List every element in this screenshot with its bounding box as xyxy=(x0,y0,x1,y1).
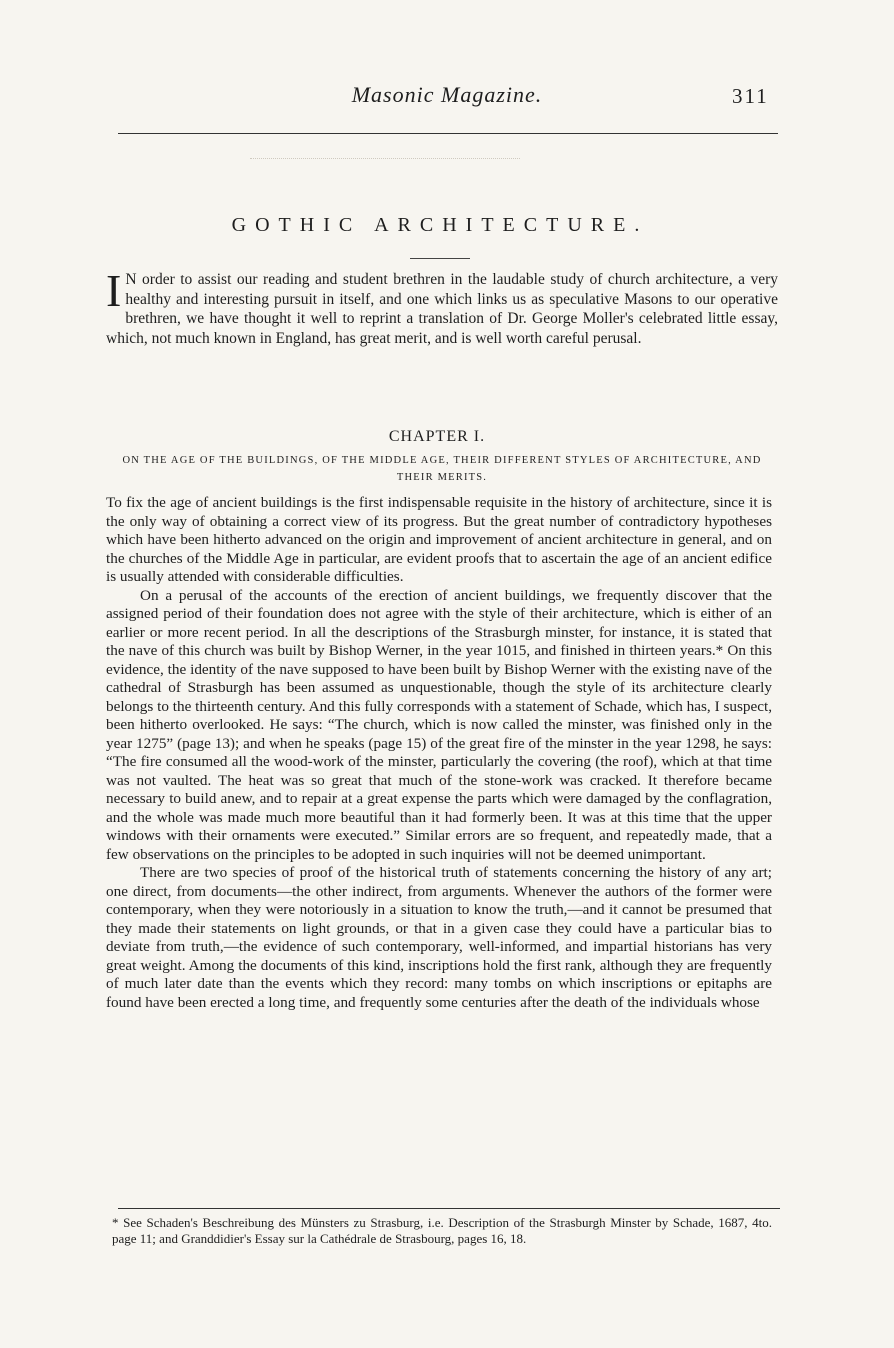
body-paragraph-3: There are two species of proof of the historical truth of statements concerning the history of any art; one direct, from documents—the other indirect, from arguments. Whenever the authors of the former were contemporary, when they were notoriously in a situation to know the truth,—and it cannot be presumed that they made their statements on light grounds, or that in a given case they could have a particular bias to deviate from truth,—the evidence of such contemporary, well-informed, and impartial historians has very great weight. Among the documents of this kind, inscriptions hold the first rank, although they are frequently of much later date than the events which they record: many tombs on which inscriptions or epitaphs are found have been erected a long time, and frequently some centuries after the death of the individuals whose xyxy=(106,864,772,1011)
chapter-subtitle: ON THE AGE OF THE BUILDINGS, OF THE MIDDLE AGE, THEIR DIFFERENT STYLES OF ARCHITECTURE, AND THEIR MERITS. xyxy=(122,455,762,483)
body-paragraph-1: To fix the age of ancient buildings is the first indispensable requisite in the history of architecture, since it is the only way of obtaining a correct view of its progress. But the great number of contradictory hypotheses which have been hitherto advanced on the origin and improvement of ancient architecture in general, and on the churches of the Middle Age in particular, are evident proofs that to ascertain the age of an ancient edifice is usually attended with considerable difficulties. xyxy=(106,494,772,585)
intro-text: N order to assist our reading and student brethren in the laudable study of church architecture, a very healthy and interesting pursuit in itself, and one which links us as speculative Masons to our operative brethren, we have thought it well to reprint a translation of Dr. George Moller's celebrated little essay, which, not much known in England, has great merit, and is well worth careful perusal. xyxy=(106,271,778,347)
intro-paragraph xyxy=(106,265,778,348)
chapter-heading: CHAPTER I. xyxy=(388,428,486,445)
body-text xyxy=(106,494,772,1012)
page-number: 311 xyxy=(732,84,769,108)
running-title: Masonic Magazine. xyxy=(351,82,543,107)
body-paragraph-2: On a perusal of the accounts of the erection of ancient buildings, we frequently discover that the assigned period of their foundation does not agree with the style of their architecture, which is either of an earlier or more recent period. In all the descriptions of the Strasburgh minster, for instance, it is stated that the nave of this church was built by Bishop Werner, in the year 1015, and finished in thirteen years.* On this evidence, the identity of the nave supposed to have been built by Bishop Werner with the existing nave of the cathedral of Strasburgh has been assumed as unquestionable, though the style of its architecture clearly belongs to the thirteenth century. And this fully corresponds with a statement of Schade, which has, I suspect, been hitherto overlooked. He says: “The church, which is now called the minster, was finished only in the year 1275” (page 13); and when he speaks (page 15) of the great fire of the minster in the year 1298, he says: “The fire consumed all the wood-work of the minster, particularly the covering (the roof), which at that time was not vaulted. The heat was so great that much of the stone-work was cracked. It therefore became necessary to build anew, and to repair at a great expense the parts which were damaged by the conflagration, and the whole was made much more beautiful than it had formerly been. It was at this time that the upper windows with their ornaments were executed.” Similar errors are so frequent, and repeatedly made, that a few observations on the principles to be adopted in such inquiries will not be deemed unimportant. xyxy=(106,586,772,863)
footnote-rule xyxy=(118,1208,780,1209)
header-rule xyxy=(118,133,778,134)
article-title: GOTHIC ARCHITECTURE. xyxy=(231,214,649,236)
drop-cap: I xyxy=(106,265,122,316)
footnote: * See Schaden's Beschreibung des Münsters zu Strasburg, i.e. Description of the Strasburgh Minster by Schade, 1687, 4to. page 11; and Granddidier's Essay sur la Cathédrale de Strasbourg, pages 16, 18. xyxy=(112,1215,772,1247)
faint-rule xyxy=(250,158,520,159)
title-rule xyxy=(410,258,470,259)
